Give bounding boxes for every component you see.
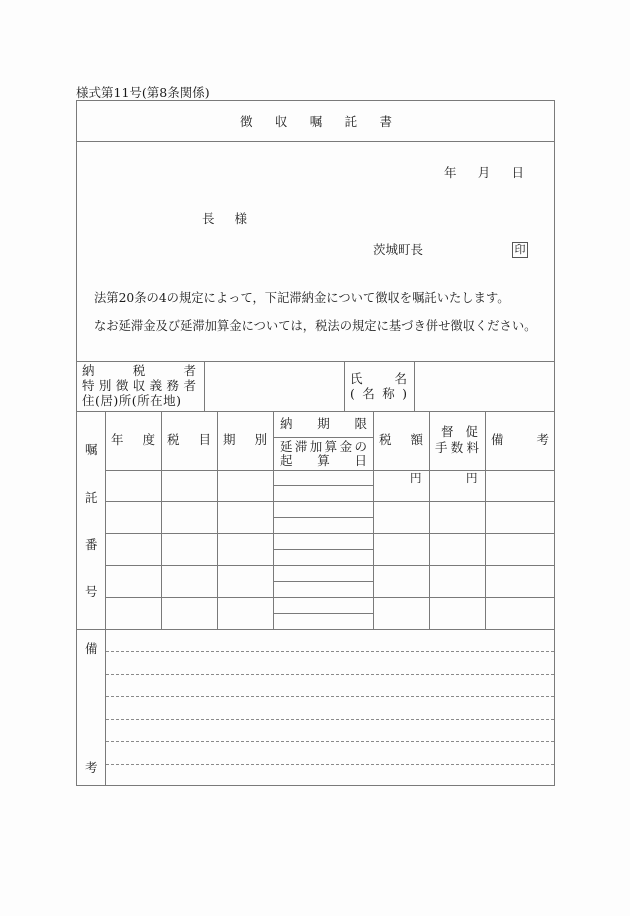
title-char: 嘱 [309,114,323,129]
divider-taxpayer [76,411,555,412]
label-char: 算 [317,453,330,468]
title-char: 収 [274,114,288,129]
label-char: 税 [167,432,180,447]
currency-unit-fee: 円 [466,471,478,485]
currency-unit-tax-amount: 円 [410,471,422,485]
label-char: 者 [183,363,196,378]
seal-mark: 印 [512,242,528,258]
side-label-char: 番 [85,537,98,552]
date-month-label: 月 [477,165,491,180]
label-char: 金 [339,439,353,454]
label-char: 名 [362,386,375,401]
label-char: 氏 [350,371,363,386]
label-char: 特 [82,378,95,393]
header-fee-line2 [435,442,479,455]
name-label-line1 [350,373,407,386]
label-char: 起 [280,453,293,468]
header-surcharge-line1 [280,441,367,454]
label-char: 督 [441,424,454,439]
label-char: 滞 [294,439,308,454]
header-remarks [491,434,549,447]
taxpayer-name-input[interactable] [415,362,555,411]
label-char: 年 [111,432,124,447]
sender-name: 茨城町長 [373,242,424,257]
label-char: 額 [410,432,423,447]
label-char: 目 [198,432,211,447]
header-tax-amount [379,434,423,447]
remarks-label-top: 備 [85,641,98,656]
label-char: 収 [132,378,146,393]
label-char: 徴 [115,378,129,393]
label-char: 考 [536,432,549,447]
label-char: 税 [132,363,146,378]
label-char: 納 [280,416,293,431]
title-char: 託 [344,114,358,129]
side-label-char: 嘱 [85,442,98,457]
date-day-label: 日 [511,165,524,180]
divider-taxpayer-address [344,361,345,411]
label-char: 別 [254,432,267,447]
taxpayer-label-line2 [82,380,196,393]
remarks-label-bottom: 考 [85,760,98,775]
label-char: 務 [166,378,180,393]
label-char: ) [402,386,407,401]
header-surcharge-line2 [280,455,367,468]
label-char: 者 [183,378,196,393]
label-char: 日 [354,453,367,468]
remarks-line[interactable] [106,696,554,697]
header-tax-item [167,434,211,447]
table-row[interactable] [106,502,555,533]
label-char: 期 [317,416,330,431]
label-char: 義 [149,378,163,393]
divider-table-bottom [76,629,555,630]
form-number: 様式第11号(第8条関係) [76,85,210,100]
title-char: 書 [379,114,392,129]
label-char: 料 [466,440,479,455]
label-char: 税 [379,432,392,447]
table-row[interactable] [106,598,555,629]
date-field[interactable] [444,167,524,180]
form-title [240,116,392,129]
label-char: 期 [223,432,236,447]
label-char: 度 [142,432,155,447]
side-label-char: 号 [85,584,98,599]
header-period [223,434,267,447]
table-row[interactable] [106,534,555,565]
label-char: 算 [324,439,338,454]
label-char: 称 [382,386,395,401]
header-due-date [280,418,367,431]
label-char: 数 [450,440,464,455]
label-char: の [354,439,367,454]
letter-paragraph-1: 法第20条の4の規定によって，下記滞納金について徴収を嘱託いたします。 [94,291,510,305]
taxpayer-address-input[interactable] [205,362,344,411]
addressee-honorific: 様 [234,211,247,226]
taxpayer-label-line1 [82,365,196,378]
date-year-label: 年 [444,165,457,180]
label-char: 限 [354,416,367,431]
label-char: 加 [309,439,323,454]
header-fee-line1 [441,426,478,439]
addressee-title: 長 [202,211,215,226]
name-label-line2 [350,388,407,401]
label-char: 名 [394,371,407,386]
remarks-line[interactable] [106,741,554,742]
label-char: 納 [82,363,95,378]
label-char: 別 [98,378,112,393]
remarks-line[interactable] [106,651,554,652]
header-year [111,434,155,447]
remarks-line[interactable] [106,764,554,765]
remarks-line[interactable] [106,674,554,675]
label-char: ( [350,386,355,401]
label-char: 手 [435,440,448,455]
label-char: 延 [280,439,293,454]
table-row[interactable] [106,566,555,597]
label-char: 備 [491,432,504,447]
divider-due-surcharge-header [273,437,373,438]
taxpayer-label-line3: 住(居)所(所在地) [82,393,182,408]
side-label-char: 託 [85,490,98,505]
divider-title [76,141,555,142]
addressee[interactable] [202,213,247,226]
remarks-line[interactable] [106,719,554,720]
table-row[interactable] [106,471,555,501]
letter-paragraph-2: なお延滞金及び延滞加算金については，税法の規定に基づき併せ徴収ください。 [94,319,537,333]
label-char: 促 [465,424,478,439]
title-char: 徴 [240,114,253,129]
